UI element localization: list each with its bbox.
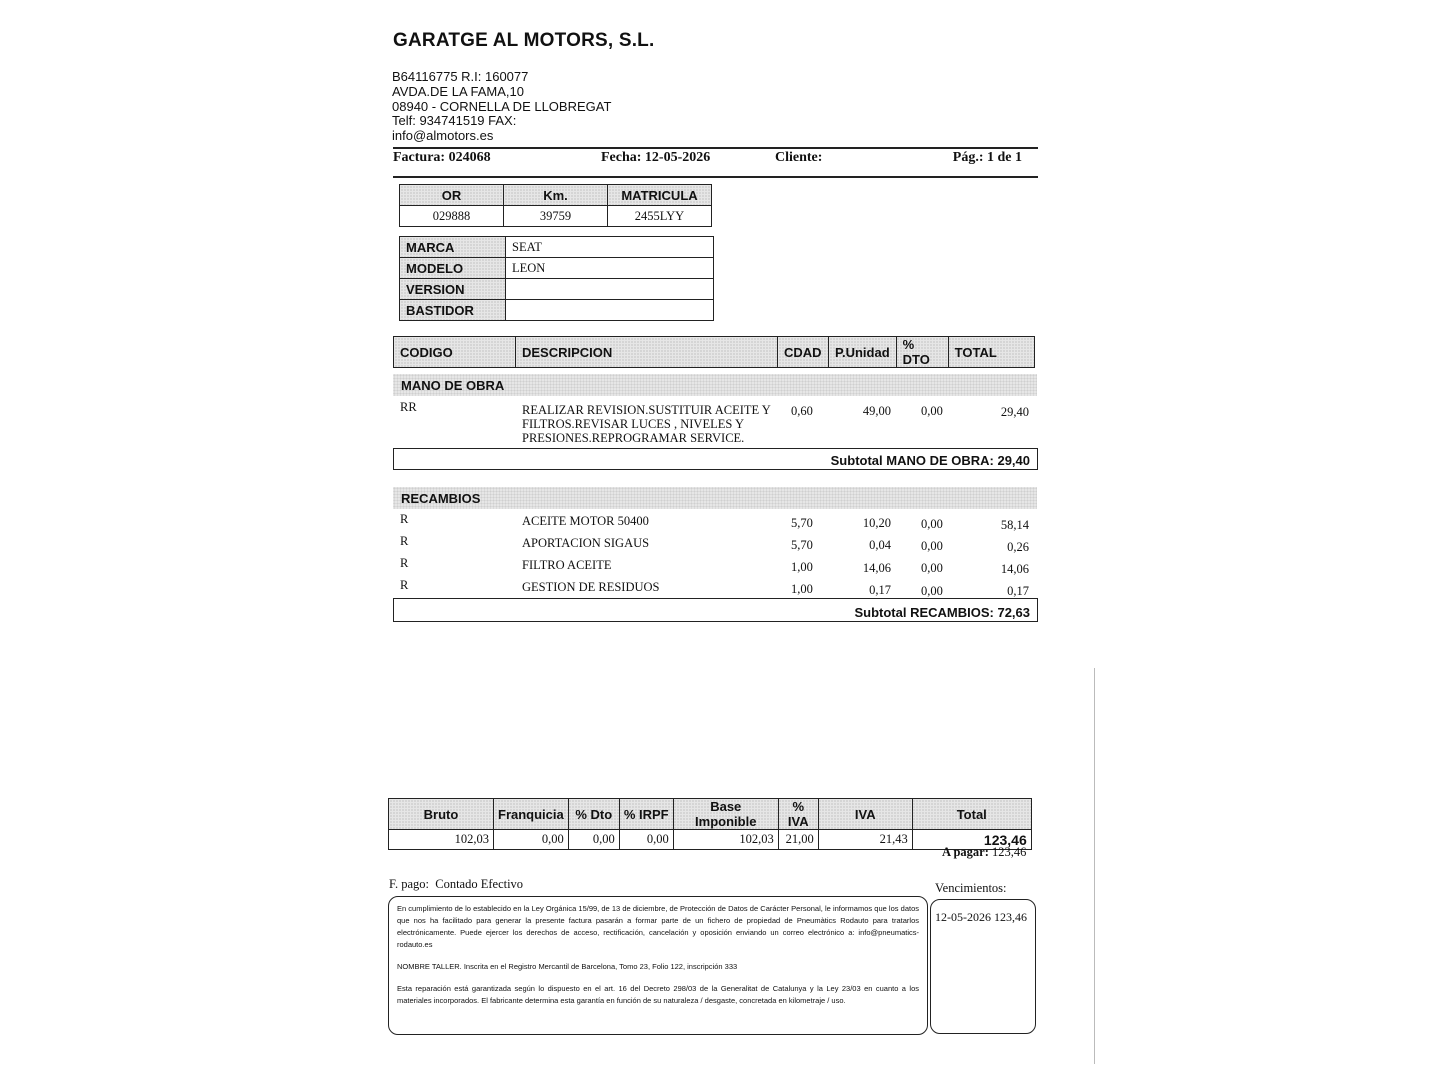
version-label: VERSION xyxy=(400,279,506,300)
totals-bruto-value: 102,03 xyxy=(389,830,494,850)
line-dto: 0,00 xyxy=(921,404,943,418)
line-code: R xyxy=(400,534,409,548)
totals-irpf-value: 0,00 xyxy=(619,830,673,850)
totals-dto-header: % Dto xyxy=(568,799,619,830)
col-cdad: CDAD xyxy=(778,337,829,368)
line-total: 14,06 xyxy=(1000,562,1029,576)
company-name: GARATGE AL MOTORS, S.L. xyxy=(393,30,655,51)
km-header: Km. xyxy=(504,185,608,206)
totals-iva-value: 21,43 xyxy=(818,830,912,850)
line-item xyxy=(393,512,1037,532)
company-info-line: B64116775 R.I: 160077 xyxy=(392,69,529,84)
line-total: 0,26 xyxy=(1007,540,1029,554)
labor-subtotal xyxy=(393,448,1038,470)
invoice-page: Pág.: 1 de 1 xyxy=(952,150,1022,165)
parts-subtotal-text: Subtotal RECAMBIOS: 72,63 xyxy=(854,605,1030,620)
legal-registry: NOMBRE TALLER. Inscrita en el Registro Mercantil de Barcelona, Tomo 23, Folio 122, inscripción 333 xyxy=(397,962,738,971)
vencimiento-date: 12-05-2026 xyxy=(935,910,991,924)
totals-franquicia-header: Franquicia xyxy=(494,799,569,830)
parts-section-title xyxy=(393,487,1037,509)
line-description: GESTION DE RESIDUOS xyxy=(522,580,660,594)
or-header: OR xyxy=(400,185,504,206)
totals-dto-value: 0,00 xyxy=(568,830,619,850)
col-punidad: P.Unidad xyxy=(829,337,897,368)
bastidor-label: BASTIDOR xyxy=(400,300,506,321)
vencimientos-box xyxy=(930,899,1036,1034)
vencimientos-label: Vencimientos: xyxy=(935,881,1007,895)
km-value: 39759 xyxy=(504,206,608,227)
totals-total-value: 123,46 xyxy=(912,830,1031,850)
vehicle-id-table xyxy=(399,184,712,227)
parts-title: RECAMBIOS xyxy=(401,491,481,506)
line-total: 29,40 xyxy=(1000,405,1029,419)
company-info-line: AVDA.DE LA FAMA,10 xyxy=(392,83,524,99)
labor-title: MANO DE OBRA xyxy=(401,378,505,393)
legal-data-protection: En cumplimiento de lo establecido en la Ley Orgánica 15/99, de 13 de diciembre, de Protección de Datos de Carácter Personal, le informamos que los datos que nos ha facilitado para generar la presente factura pasarán a formar parte de un fichero de propiedad de Pneumàtics Rodauto para tratarlos electrónicamente. Puede ejercer los derechos de acceso, rectificación, cancelación y oposición enviando un correo electrónico a: info@pneumatics-rodauto.es xyxy=(397,904,919,949)
marca-value: SEAT xyxy=(506,237,714,258)
legal-warranty: Esta reparación está garantizada según lo dispuesto en el art. 16 del Decreto 298/03 de la Generalitat de Catalunya y la Ley 23/03 en cuanto a los materiales incorporados. El fabricante determina esta garantía en función de su naturaleza / desgaste, concretada en kilometraje / uso. xyxy=(397,984,919,1005)
amount-due-label: A pagar: xyxy=(942,845,989,859)
parts-subtotal xyxy=(393,598,1038,622)
line-qty: 1,00 xyxy=(791,582,813,596)
line-dto: 0,00 xyxy=(921,517,943,531)
scan-edge-line xyxy=(1094,668,1095,1064)
vencimiento-amount: 123,46 xyxy=(994,910,1027,924)
or-value: 029888 xyxy=(400,206,504,227)
header-rule-top xyxy=(393,147,1038,149)
lines-header xyxy=(393,336,1035,368)
version-value xyxy=(506,279,714,300)
line-unit: 49,00 xyxy=(862,404,891,418)
marca-label: MARCA xyxy=(400,237,506,258)
line-item xyxy=(393,534,1037,554)
totals-iva-pct-value: 21,00 xyxy=(778,830,818,850)
totals-iva-header: IVA xyxy=(818,799,912,830)
totals-table xyxy=(388,798,1032,850)
line-code: R xyxy=(400,578,409,592)
invoice-header xyxy=(393,150,1038,176)
line-code: R xyxy=(400,556,409,570)
totals-total-header: Total xyxy=(912,799,1031,830)
line-dto: 0,00 xyxy=(921,561,943,575)
matricula-value: 2455LYY xyxy=(608,206,712,227)
labor-section-title xyxy=(393,374,1037,396)
payment-method xyxy=(389,877,523,892)
invoice-client: Cliente: xyxy=(775,150,823,165)
line-dto: 0,00 xyxy=(921,539,943,553)
line-item xyxy=(393,398,1037,446)
totals-bruto-header: Bruto xyxy=(389,799,494,830)
legal-notice xyxy=(388,896,928,1035)
line-description-2: FILTROS.REVISAR LUCES , NIVELES Y xyxy=(522,417,745,431)
vehicle-table xyxy=(399,236,714,321)
amount-due-value: 123,46 xyxy=(992,845,1027,859)
line-qty: 0,60 xyxy=(791,404,813,418)
line-qty: 1,00 xyxy=(791,560,813,574)
line-code: R xyxy=(400,512,409,526)
line-description-3: PRESIONES.REPROGRAMAR SERVICE. xyxy=(522,431,745,445)
totals-base-header: Base Imponible xyxy=(673,799,778,830)
bastidor-value xyxy=(506,300,714,321)
line-item xyxy=(393,556,1037,576)
invoice-number: Factura: 024068 xyxy=(393,150,491,165)
company-info-line: info@almotors.es xyxy=(392,128,494,144)
col-descripcion: DESCRIPCION xyxy=(516,337,778,368)
amount-due xyxy=(942,845,1026,860)
line-description xyxy=(522,403,771,445)
company-info-line: 08940 - CORNELLA DE LLOBREGAT xyxy=(392,98,612,114)
totals-base-value: 102,03 xyxy=(673,830,778,850)
line-qty: 5,70 xyxy=(791,516,813,530)
line-unit: 0,17 xyxy=(869,583,891,597)
line-item xyxy=(393,578,1037,598)
labor-subtotal-text: Subtotal MANO DE OBRA: 29,40 xyxy=(830,453,1030,468)
line-dto: 0,00 xyxy=(921,584,943,598)
totals-franquicia-value: 0,00 xyxy=(494,830,569,850)
line-description: ACEITE MOTOR 50400 xyxy=(522,514,649,528)
line-description-1: REALIZAR REVISION.SUSTITUIR ACEITE Y xyxy=(522,403,771,417)
line-total: 0,17 xyxy=(1007,584,1029,598)
company-info-line: Telf: 934741519 FAX: xyxy=(392,113,517,129)
line-unit: 14,06 xyxy=(862,561,891,575)
col-codigo: CODIGO xyxy=(394,337,516,368)
payment-value: Contado Efectivo xyxy=(435,877,524,891)
payment-label: F. pago: xyxy=(389,877,429,891)
line-code: RR xyxy=(400,400,417,414)
line-description: FILTRO ACEITE xyxy=(522,558,612,572)
line-unit: 0,04 xyxy=(869,538,891,552)
line-total: 58,14 xyxy=(1000,518,1029,532)
line-unit: 10,20 xyxy=(862,516,891,530)
col-total: TOTAL xyxy=(948,337,1034,368)
modelo-value: LEON xyxy=(506,258,714,279)
totals-irpf-header: % IRPF xyxy=(619,799,673,830)
totals-iva-pct-header: % IVA xyxy=(778,799,818,830)
col-dto: % DTO xyxy=(896,337,948,368)
header-rule-bottom xyxy=(393,176,1038,178)
company-info xyxy=(392,70,611,144)
matricula-header: MATRICULA xyxy=(608,185,712,206)
line-description: APORTACION SIGAUS xyxy=(522,536,650,550)
modelo-label: MODELO xyxy=(400,258,506,279)
line-qty: 5,70 xyxy=(791,538,813,552)
invoice-date: Fecha: 12-05-2026 xyxy=(601,150,711,165)
